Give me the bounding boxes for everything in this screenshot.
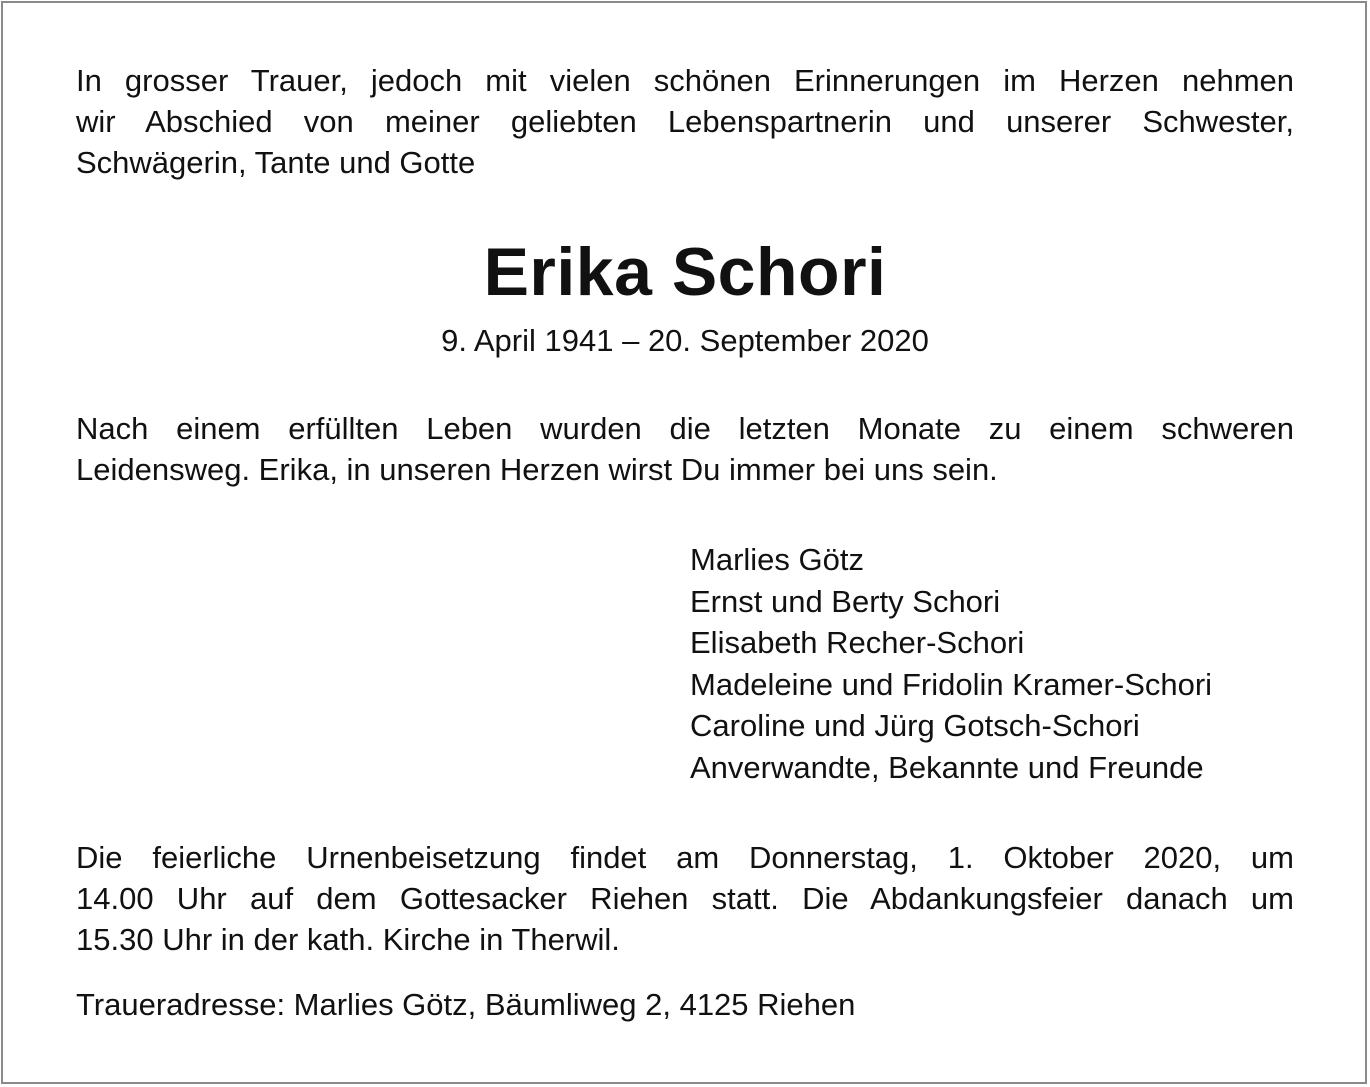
memorial-message [76,408,1294,490]
mourner-entry: Elisabeth Recher-Schori [690,625,1025,661]
mourning-address: Traueradresse: Marlies Götz, Bäumliweg 2, 4125 Riehen [76,987,856,1022]
mourners-list [690,539,1212,789]
ceremony-info [76,837,1294,960]
mourner-entry: Ernst und Berty Schori [690,583,1001,619]
mourner-entry: Anverwandte, Bekannte und Freunde [690,749,1204,785]
mourner-entry: Caroline und Jürg Gotsch-Schori [690,708,1140,744]
ceremony-line: 15.30 Uhr in der kath. Kirche in Therwil. [76,922,620,957]
intro-line: wir Abschied von meiner geliebten Lebenspartnerin und unserer Schwester, [76,104,1294,139]
mourner-entry: Marlies Götz [690,542,864,577]
life-dates: 9. April 1941 – 20. September 2020 [441,323,929,358]
intro-line: In grosser Trauer, jedoch mit vielen schönen Erinnerungen im Herzen nehmen [76,63,1294,98]
message-line: Leidensweg. Erika, in unseren Herzen wirst Du immer bei uns sein. [76,452,998,487]
message-line: Nach einem erfüllten Leben wurden die letzten Monate zu einem schweren [76,411,1294,446]
ceremony-line: Die feierliche Urnenbeisetzung findet am Donnerstag, 1. Oktober 2020, um [76,840,1294,875]
deceased-name: Erika Schori [483,234,887,310]
intro-text [76,60,1294,183]
mourner-entry: Madeleine und Fridolin Kramer-Schori [690,666,1213,702]
ceremony-line: 14.00 Uhr auf dem Gottesacker Riehen statt. Die Abdankungsfeier danach um [76,881,1294,916]
intro-line: Schwägerin, Tante und Gotte [76,145,476,180]
